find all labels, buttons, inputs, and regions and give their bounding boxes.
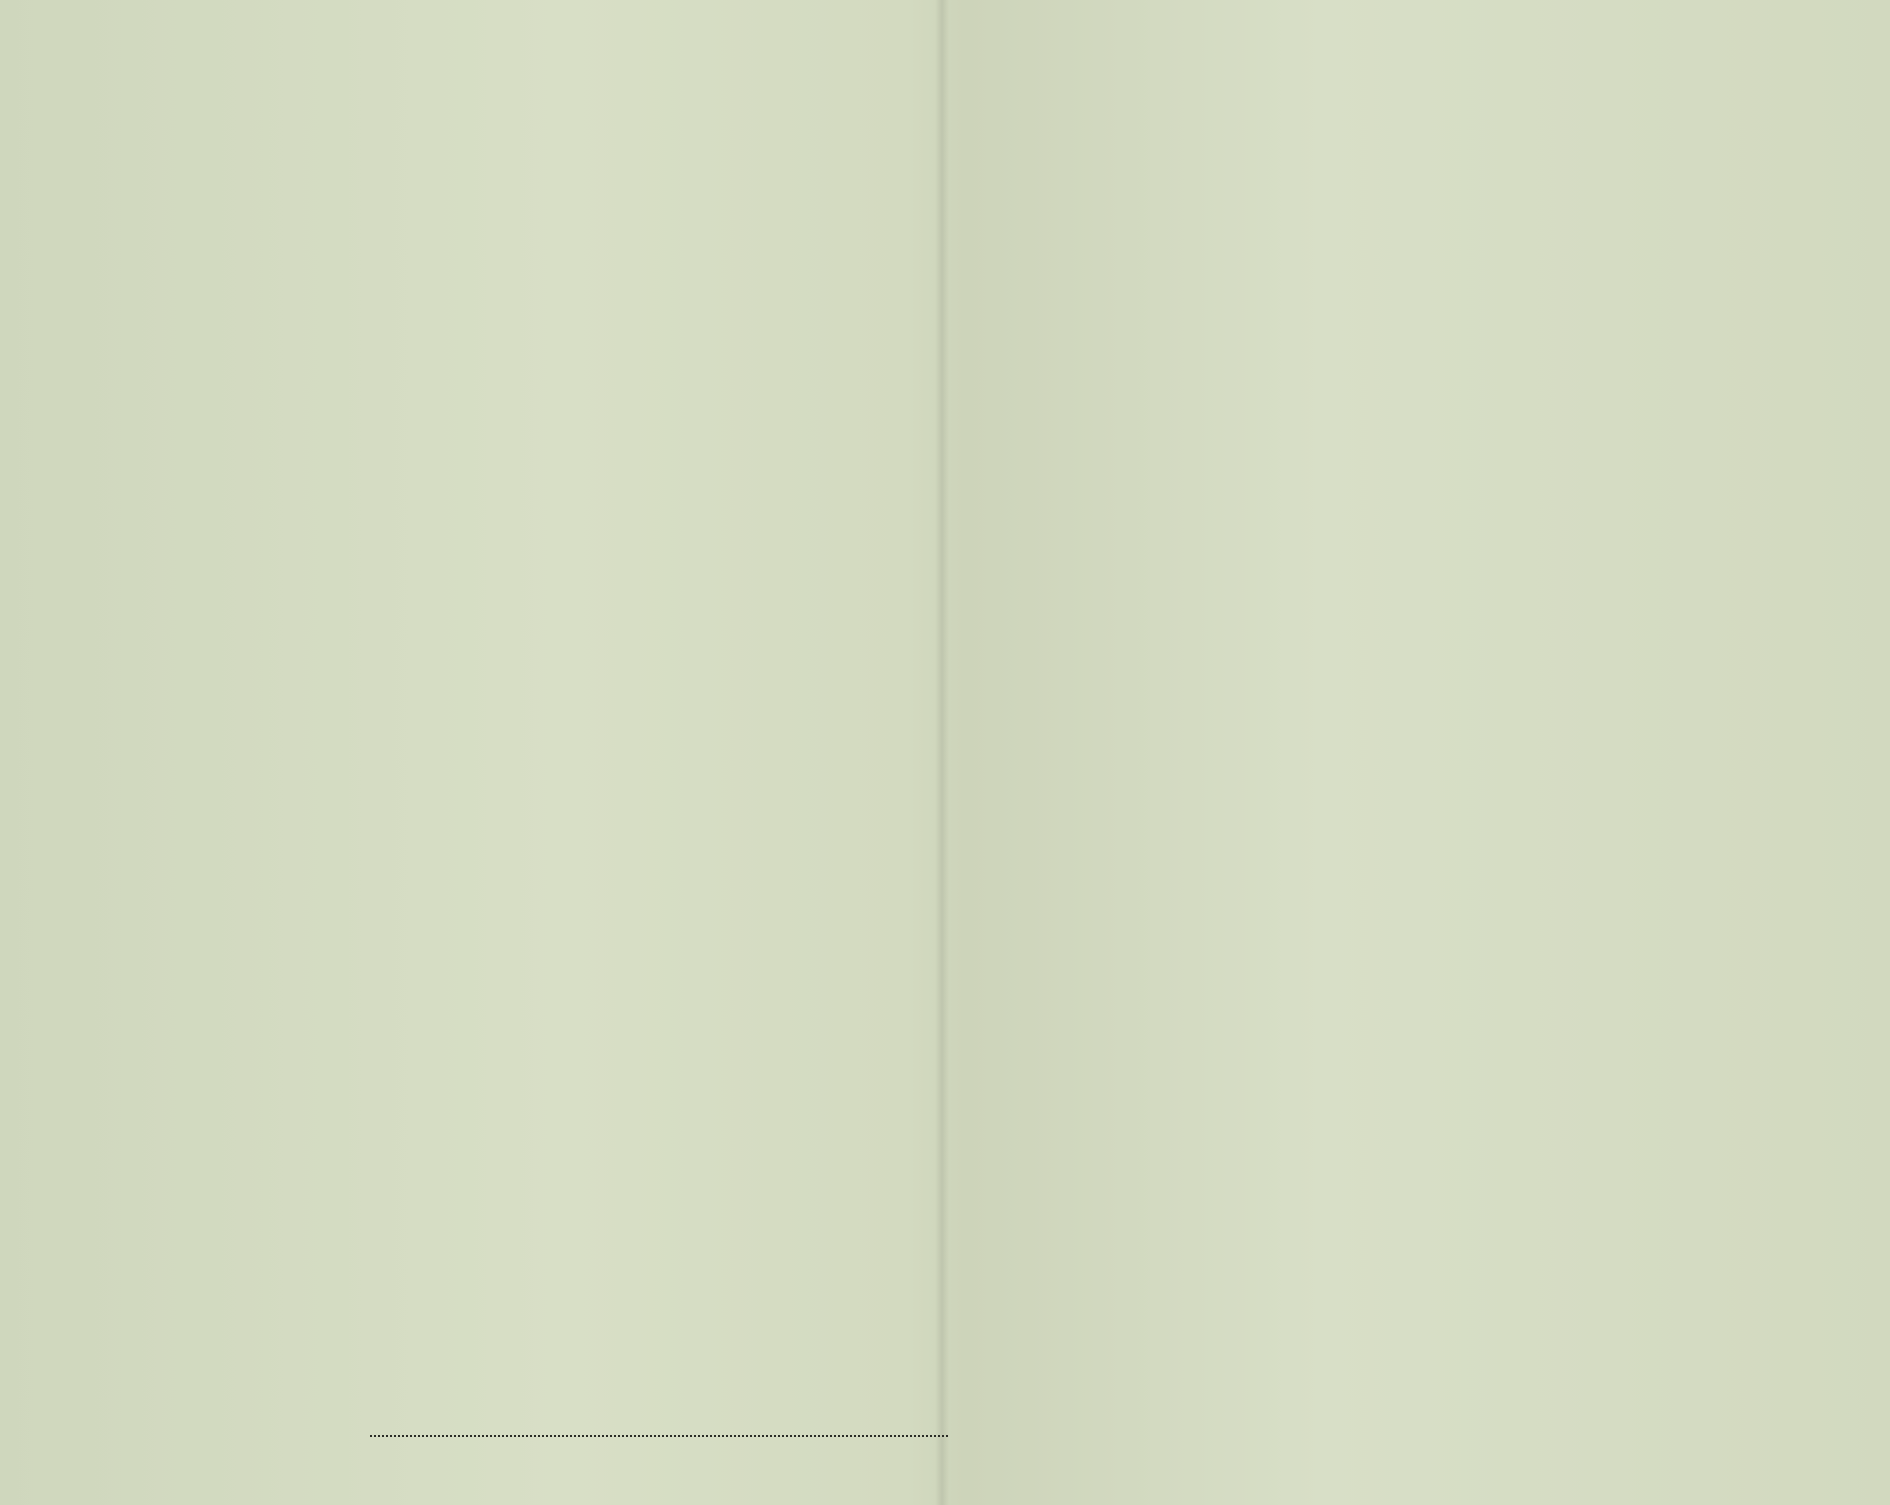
header-literacy-a [1287,84,1317,106]
header-can-read [1286,106,1319,198]
header-language [1224,54,1281,199]
header-occupation [1464,54,1803,84]
signature-field[interactable] [370,1435,948,1437]
header-military [1649,170,1821,198]
header-marital [536,52,577,197]
header-occupation-a [1445,84,1611,106]
header-estate [583,52,672,197]
header-age [489,52,534,197]
header-literacy-b [1330,84,1418,106]
header-birthplace [687,52,790,197]
header-religion [1165,54,1220,199]
header-education [1328,106,1419,198]
page-fold [935,0,949,1505]
header-absence [1071,54,1158,199]
header-name [77,52,323,197]
header-sex [343,52,384,197]
header-literacy [1297,54,1414,84]
header-registered [809,52,929,197]
header-main-occupation [1445,106,1611,198]
header-residence [973,54,1059,199]
header-relation [390,52,482,197]
header-secondary-occupation [1649,106,1821,170]
header-occupation-b [1649,84,1821,106]
